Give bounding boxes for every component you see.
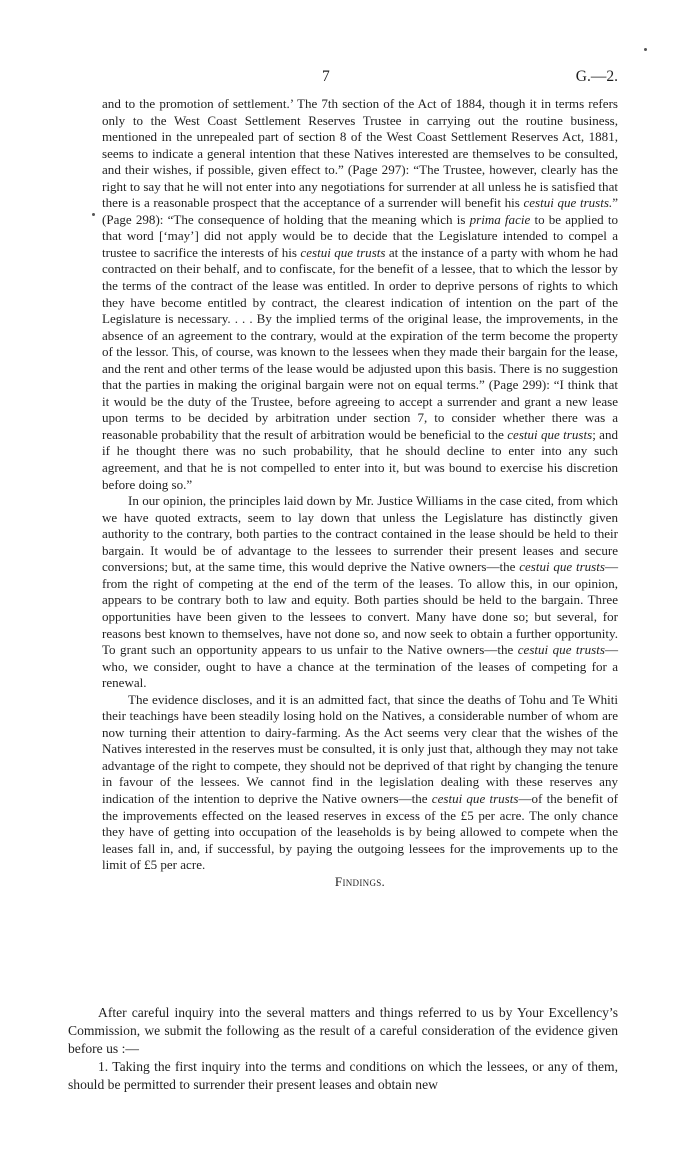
- body-text: [102, 96, 618, 890]
- margin-dot: [644, 48, 647, 51]
- document-reference: G.—2.: [575, 68, 618, 85]
- page-number: 7: [322, 68, 330, 85]
- paragraph-1: and to the promotion of settlement.’ The 7th section of the Act of 1884, though it in terms refers only to the West Coast Settlement Reserves Trustee in carrying out the routine business, mentioned in the unrepealed part of section 8 of the West Coast Settlement Reserves Act, 1881, seems to indicate a general intention that these Natives interested are themselves to be consulted, and their wishes, if possible, given effect to.” (Page 297): “The Trustee, however, clearly has the right to say that he will not enter into any negotiations for surrender at all unless he is satisfied that there is a reasonable prospect that the acceptance of a surrender will benefit his cestui que trusts.” (Page 298): “The consequence of holding that the meaning which is prima facie to be applied to that word [‘may’] did not apply would be to decide that the Legislature intended to compel a trustee to sacrifice the interests of his cestui que trusts at the instance of a party with whom he had contracted on their behalf, and to confiscate, for the benefit of a lessee, that to which the lessor by the terms of the contract of the lease was entitled. In order to deprive persons of rights to which they have become entitled by contract, the clearest indication of intention on the part of the Legislature is necessary. . . . By the implied terms of the original lease, the improvements, in the absence of an agreement to the contrary, would at the expiration of the term become the property of the lessor. This, of course, was known to the lessees when they made their bargain for the lease, and the rent and other terms of the lease would be adjusted upon this basis. There is no suggestion that the parties in making the original bargain were not on equal terms.” (Page 299): “I think that it would be the duty of the Trustee, before agreeing to accept a surrender and grant a new lease upon terms to be decided by arbitration under section 7, to consider whether there was a reasonable probability that the result of arbitration would be beneficial to the cestui que trusts; and if he thought there was no such probability, that he should decline to enter into any such agreement, and that he is not compelled to enter into it, but was bound to exercise his discretion before doing so.”: [102, 96, 619, 492]
- paragraph-3: The evidence discloses, and it is an admitted fact, that since the deaths of Tohu and Te Whiti their teachings have been steadily losing hold on the Natives, a considerable number of whom are now turning their attention to dairy-farming. As the Act seems very clear that the wishes of the Natives interested in the reserves must be consulted, it is only just that, although they may not take advantage of the right to compete, they should not be deprived of that right by changing the tenure in favour of the lessees. We cannot find in the legislation dealing with these reserves any indication of the intention to deprive the Native owners—the cestui que trusts—of the benefit of the improvements effected on the leased reserves in excess of the £5 per acre. The only chance they have of getting into occupation of the leaseholds is by being allowed to compete when the leases fall in, and, if successful, by paying the outgoing lessees for the improvements up to the limit of £5 per acre.: [102, 691, 618, 873]
- margin-dot: [92, 213, 95, 216]
- findings-section: [68, 1004, 618, 1094]
- page-header: [0, 68, 700, 88]
- findings-heading: Findings.: [334, 873, 386, 889]
- paragraph-2: In our opinion, the principles laid down by Mr. Justice Williams in the case cited, from which we have quoted extracts, seem to lay down that unless the Legislature has distinctly given authority to the contrary, both parties to the contract contained in the lease should be held to their bargain. It would be of advantage to the lessees to surrender their present leases and secure conversions; but, at the same time, this would deprive the Native owners—the cestui que trusts—from the right of competing at the end of the term of the leases. To allow this, in our opinion, appears to be contrary both to law and equity. Both parties should be held to the bargain. Three opportunities have been given to the lessees to convert. Many have done so; but several, for reasons best known to themselves, have not done so, and now seek to obtain a further opportunity. To grant such an opportunity appears to us unfair to the Native owners—the cestui que trusts—who, we consider, ought to have a chance at the termination of the leases of competing for a renewal.: [102, 493, 618, 691]
- findings-intro: After careful inquiry into the several matters and things referred to us by Your Excellency’s Commission, we submit the following as the result of a careful consideration of the evidence given before us :—: [68, 1005, 618, 1057]
- findings-item-1: 1. Taking the first inquiry into the terms and conditions on which the lessees, or any of them, should be permitted to surrender their present leases and obtain new: [68, 1059, 618, 1093]
